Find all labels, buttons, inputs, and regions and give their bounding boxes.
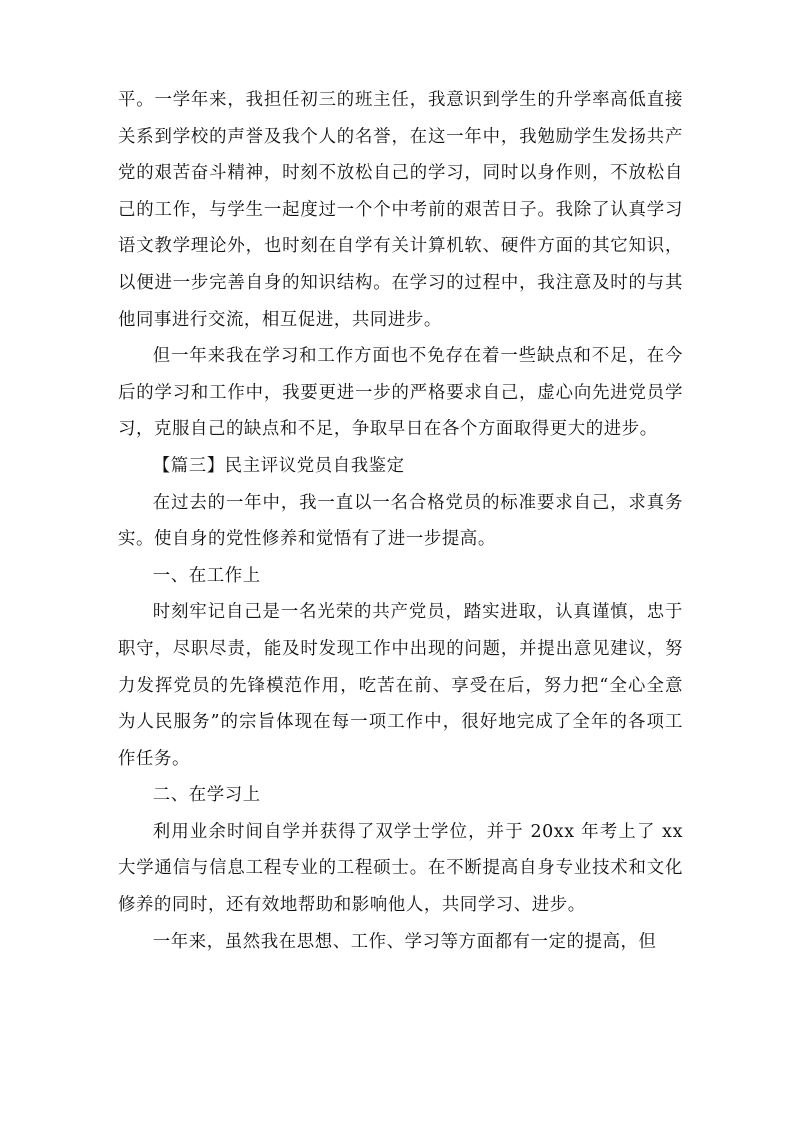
paragraph-work: 时刻牢记自己是一名光荣的共产党员，踏实进取，认真谨慎，忠于职守，尽职尽责，能及时发现工作中出现的问题，并提出意见建议，努力发挥党员的先锋模范作用，吃苦在前、享受在后，努力把“全心全意为人民服务”的宗旨体现在每一项工作中，很好地完成了全年的各项工作任务。 [118, 602, 683, 769]
subheading-study: 二、在学习上 [152, 785, 261, 806]
paragraph-shortcomings: 但一年来我在学习和工作方面也不免存在着一些缺点和不足，在今后的学习和工作中，我要更进一步的严格要求自己，虚心向先进党员学习，克服自己的缺点和不足，争取早日在各个方面取得更大的进步。 [118, 346, 683, 440]
subheading-work: 一、在工作上 [152, 565, 261, 586]
paragraph-continued: 平。一学年来，我担任初三的班主任，我意识到学生的升学率高低直接关系到学校的声誉及我个人的名誉，在这一年中，我勉励学生发扬共产党的艰苦奋斗精神，时刻不放松自己的学习，同时以身作则，不放松自己的工作，与学生一起度过一个个中考前的艰苦日子。我除了认真学习语文教学理论外，也时刻在自学有关计算机软、硬件方面的其它知识，以便进一步完善自身的知识结构。在学习的过程中，我注意及时的与其他同事进行交流，相互促进，共同进步。 [118, 90, 683, 330]
paragraph-study: 利用业余时间自学并获得了双学士学位，并于 20xx 年考上了 xx 大学通信与信息工程专业的工程硕士。在不断提高自身专业技术和文化修养的同时，还有效地帮助和影响他人，共同学习、进步。 [118, 821, 683, 916]
document-page [118, 82, 683, 960]
paragraph-intro: 在过去的一年中，我一直以一名合格党员的标准要求自己，求真务实。使自身的党性修养和觉悟有了进一步提高。 [118, 492, 683, 550]
paragraph-summary: 一年来，虽然我在思想、工作、学习等方面都有一定的提高，但 [152, 931, 657, 952]
section-heading: 【篇三】民主评议党员自我鉴定 [152, 455, 405, 476]
